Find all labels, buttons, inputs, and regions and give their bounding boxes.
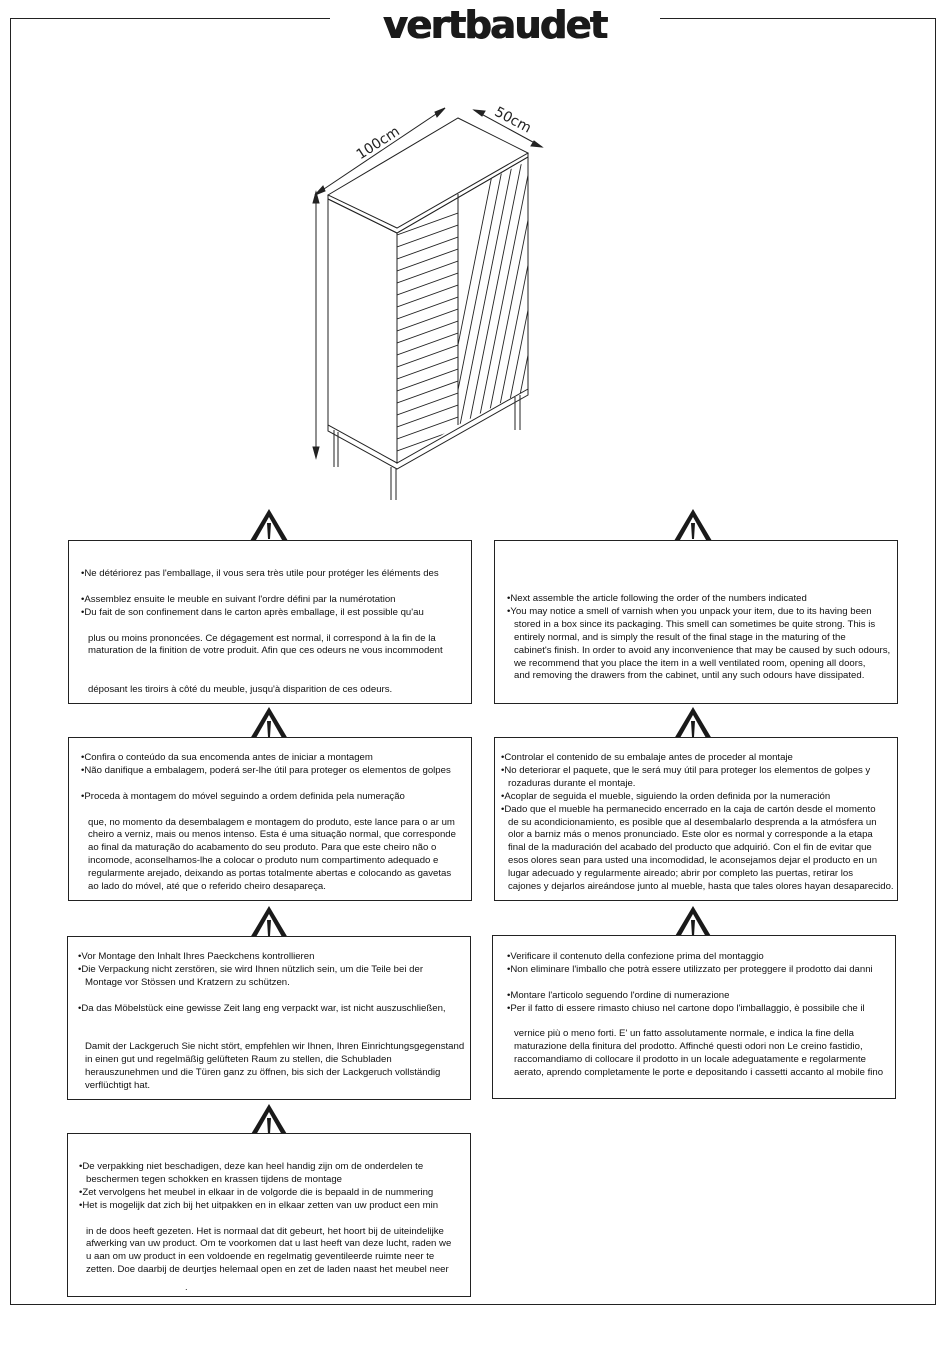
notice-line: herauszunehmen und die Türen ganz zu öffnen, bis sich der Lackgeruch vollständig — [85, 1067, 441, 1079]
notice-line: •Dado que el mueble ha permanecido encerrado en la caja de cartón desde el momento — [501, 803, 876, 815]
spacer — [78, 990, 468, 1003]
door-diagonal-line — [530, 135, 570, 435]
notice-box-en — [494, 540, 898, 704]
door-slat-line — [397, 405, 458, 427]
door-slat-line — [397, 333, 458, 355]
door-slat-line — [397, 249, 458, 271]
notice-line: ao lado do móvel, até que o referido cheiro desapareça. — [88, 881, 326, 893]
spacer — [81, 671, 465, 684]
notice-line: zetten. Doe daarbij de deurtjes helemaal open en zet de laden naast het meubel neer — [86, 1264, 449, 1276]
width-dimension-label: 100cm — [353, 123, 403, 164]
notice-line: in de doos heeft gezeten. Het is normaal dat dit gebeurt, het hoort bij de uiteindelijke — [86, 1225, 444, 1237]
notice-line: stored in a box since its packaging. This smell can sometimes be quite strong. This is — [514, 618, 876, 630]
notice-line: •Da das Möbelstück eine gewisse Zeit lang eng verpackt war, ist nicht auszuschließen, — [78, 1002, 446, 1014]
notice-line: •Ne détériorez pas l'emballage, il vous sera très utile pour protéger les éléments des — [81, 568, 439, 579]
notice-line: •Next assemble the article following the order of the numbers indicated — [507, 593, 807, 604]
spacer — [507, 1016, 893, 1029]
notice-line: •Acoplar de seguida el mueble, siguiendo la orden definida por la numeración — [501, 790, 831, 802]
notice-line: olor a barniz más o menos pronunciado. Este olor es normal y corresponde a la etapa — [508, 829, 873, 841]
notice-line: rozaduras durante el montaje. — [508, 777, 636, 789]
brand-logo-text: vertbaudet — [383, 3, 607, 47]
notice-line: regularmente arejado, deixando as portas totalmente abertas e colocando as gavetas — [88, 868, 452, 880]
product-drawing — [290, 95, 570, 505]
notice-line: •Per il fatto di essere rimasto chiuso nel cartone dopo l'imballaggio, è possibile che il — [507, 1002, 865, 1014]
door-diagonal-line — [548, 135, 570, 435]
notice-line: déposant les tiroirs à côté du meuble, jusqu'à disparition de ces odeurs. — [88, 684, 393, 696]
door-diagonal-line — [485, 135, 545, 435]
notice-line: cajones y dejarlos aireándose junto al mueble, hasta que tales olores hayan desaparecido. — [508, 881, 894, 893]
notice-line: •Não danifique a embalagem, poderá ser-lhe útil para proteger os elementos de golpes — [81, 764, 451, 776]
spacer — [81, 658, 465, 671]
door-slat-line — [397, 273, 458, 295]
notice-line: plus ou moins prononcées. Ce dégagement est normal, il correspond à la fin de la — [88, 632, 436, 644]
door-slat-line — [397, 357, 458, 379]
spacer — [78, 1028, 468, 1041]
notice-line: •Du fait de son confinement dans le carton après emballage, il est possible qu'au — [81, 606, 424, 618]
notice-box-es — [494, 737, 898, 901]
notice-line: we recommend that you place the item in a well ventilated room, opening all doors, — [514, 657, 866, 669]
door-slat-line — [397, 321, 458, 343]
spacer — [81, 581, 465, 594]
cabinet-illustration — [290, 95, 570, 505]
notice-line: •Vor Montage den Inhalt Ihres Paeckchens kontrollieren — [78, 951, 315, 962]
door-slat-line — [397, 393, 458, 415]
notice-line: Montage vor Stössen und Kratzern zu schützen. — [85, 976, 290, 988]
notice-line: Damit der Lackgeruch Sie nicht stört, empfehlen wir Ihnen, Ihren Einrichtungsgegenstand — [85, 1041, 465, 1053]
notice-line: vernice più o meno forti. E' un fatto assolutamente normale, e indica la fine della — [514, 1028, 854, 1040]
notice-line: beschermen tegen schokken en krassen tijdens de montage — [86, 1173, 342, 1185]
door-diagonal-line — [539, 135, 570, 435]
notice-line: •You may notice a smell of varnish when you unpack your item, due to its having been — [507, 605, 872, 617]
notice-line: final de la maduración del acabado del producto que adquirió. Con el fin de evitar que — [508, 842, 872, 854]
door-diagonal-line — [566, 135, 570, 435]
notice-line: maturation de la finition de votre produit. Afin que ces odeurs ne vous incommodent — [88, 645, 443, 657]
door-diagonal-line — [503, 135, 563, 435]
door-slat-line — [397, 261, 458, 283]
door-slat-line — [397, 213, 458, 235]
notice-line: •Het is mogelijk dat zich bij het uitpakken en in elkaar zetten van uw product een min — [79, 1199, 439, 1211]
notice-line: esos olores sean para usted una incomodidad, le aconsejamos dejar el producto en un — [508, 855, 878, 867]
notice-line: afwerking van uw product. Om te voorkomen dat u last heeft van deze lucht, raden we — [86, 1238, 452, 1250]
door-slat-line — [397, 381, 458, 403]
notice-line: raccomandiamo di collocare il prodotto in un locale adeguatamente e regolarmente — [514, 1054, 866, 1066]
notice-line: •Controlar el contenido de su embalaje antes de proceder al montaje — [501, 752, 793, 763]
depth-dimension-label: 50cm — [491, 104, 534, 137]
notice-line: •Assemblez ensuite le meuble en suivant l'ordre défini par la numérotation — [81, 593, 396, 605]
notice-line: verflüchtigt hat. — [85, 1080, 151, 1092]
spacer — [81, 620, 465, 633]
notice-line: •Confira o conteúdo da sua encomenda antes de iniciar a montagem — [81, 752, 373, 763]
notice-box-fr — [68, 540, 472, 704]
door-slat-line — [397, 285, 458, 307]
stray-dot: . — [185, 1283, 188, 1292]
notice-line: maturazione della finitura del prodotto. Affinché questi odori non Le creino fastidio, — [514, 1041, 863, 1053]
notice-line: de su acondicionamiento, es posible que al desembalarlo desprenda a la atmósfera un — [508, 816, 877, 828]
notice-line: incomode, aconselhamos-lhe a colocar o produto num compartimento adequado e — [88, 855, 439, 867]
notice-line: •Zet vervolgens het meubel in elkaar in de volgorde die is bepaald in de nummering — [79, 1186, 434, 1198]
door-diagonal-line — [467, 135, 527, 435]
notice-box-it — [492, 935, 896, 1099]
door-diagonal-line — [494, 135, 554, 435]
notice-line: u aan om uw product in een voldoende en regelmatig geventileerde ruimte neer te — [86, 1251, 435, 1263]
notice-line: •Non eliminare l'imballo che potrà essere utilizzato per proteggere il prodotto dai danni — [507, 963, 873, 975]
door-slat-line — [397, 369, 458, 391]
door-diagonal-line — [512, 135, 570, 435]
notice-line: •Proceda à montagem do móvel seguindo a ordem definida pela numeração — [81, 790, 405, 802]
spacer — [78, 1016, 468, 1029]
notice-line: cheiro a verniz, mais ou menos intenso. Esta é uma situação normal, que corresponde — [88, 829, 456, 841]
notice-line: que, no momento da desembalagem e montagem do produto, este lance para o ar um — [88, 816, 455, 828]
notice-line: aerato, aprendo completamente le porte e depositando i cassetti accanto al mobile fino — [514, 1067, 884, 1079]
notice-line: •Verificare il contenuto della confezione prima del montaggio — [507, 951, 764, 962]
door-slat-line — [397, 309, 458, 331]
door-diagonal-line — [557, 135, 570, 435]
notice-line: •Die Verpackung nicht zerstören, sie wird Ihnen nützlich sein, um die Teile bei der — [78, 963, 424, 975]
notice-line: in einen gut und regelmäßig gelüfteten Raum zu stellen, die Schubladen — [85, 1054, 392, 1066]
notice-box-de — [67, 936, 471, 1100]
door-slat-line — [397, 297, 458, 319]
notice-line: •De verpakking niet beschadigen, deze kan heel handig zijn om de onderdelen te — [79, 1161, 424, 1172]
spacer — [81, 804, 465, 817]
door-slat-line — [397, 237, 458, 259]
brand-logo — [330, 2, 660, 48]
notice-line: lugar adecuado y regularmente aireado; abrir por completo las puertas, retirar los — [508, 868, 854, 880]
notice-line: cabinet's finish. In order to avoid any inconvenience that may be caused by such odours, — [514, 644, 891, 656]
notice-box-nl — [67, 1133, 471, 1297]
notice-line: •Montare l'articolo seguendo l'ordine di numerazione — [507, 989, 730, 1001]
spacer — [507, 977, 893, 990]
notice-line: entirely normal, and is simply the result of the final stage in the maturing of the — [514, 631, 846, 643]
door-slat-line — [397, 345, 458, 367]
door-slat-line — [397, 225, 458, 247]
notice-box-pt — [68, 737, 472, 901]
notice-line: ao final da maturação do acabamento do seu produto. Para que este cheiro não o — [88, 842, 437, 854]
door-slat-line — [397, 417, 458, 439]
spacer — [79, 1213, 466, 1226]
spacer — [81, 778, 465, 791]
notice-line: and removing the drawers from the cabinet, until any such odours have dissipated. — [514, 670, 865, 682]
door-diagonal-line — [440, 135, 500, 435]
notice-line: •No deteriorar el paquete, que le será muy útil para proteger los elementos de golpes y — [501, 764, 871, 776]
